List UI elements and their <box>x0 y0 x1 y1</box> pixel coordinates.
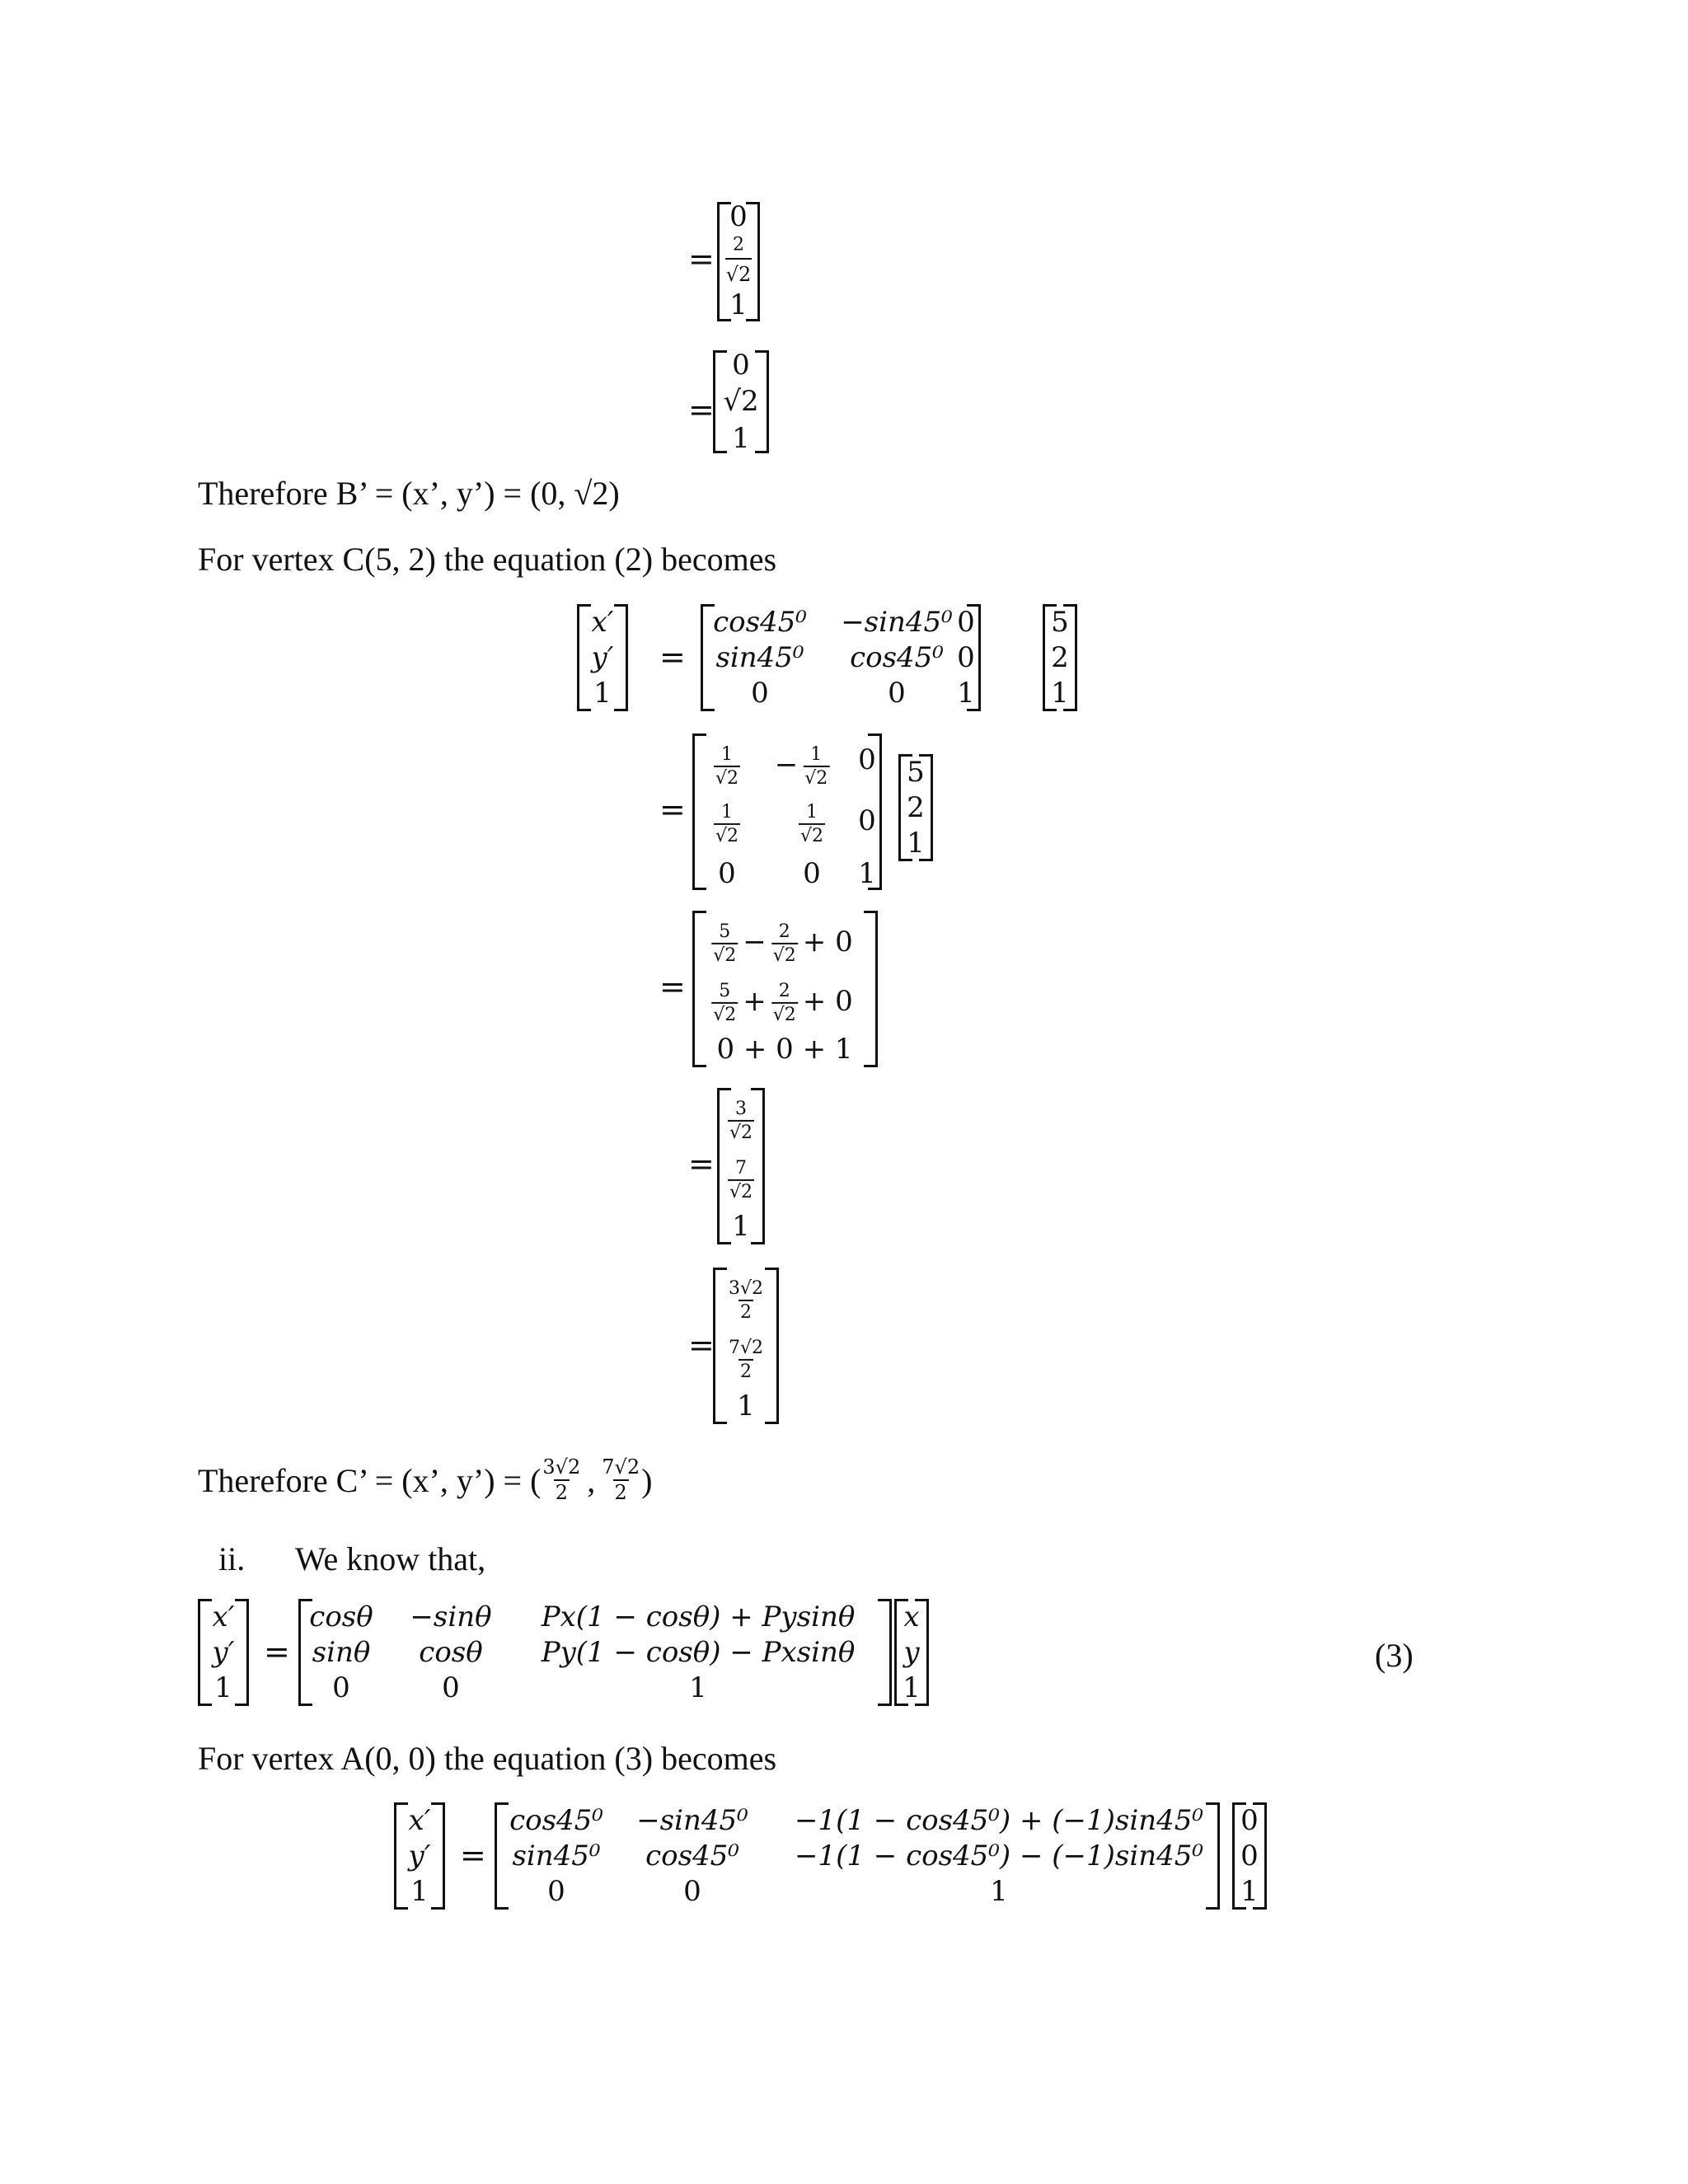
a-mat-cell: 0 <box>547 1875 565 1908</box>
a-mat-cell: sin45⁰ <box>512 1840 601 1872</box>
c-num-cell: $\frac{1}{√2}$ <box>715 801 739 846</box>
eq3-vec-cell: y <box>903 1636 920 1669</box>
a-lhs-cell: y′ <box>408 1840 431 1872</box>
eq3-lhs-cell: y′ <box>212 1636 235 1669</box>
eq3-cell: Py(1 − cosθ) − Pxsinθ <box>541 1636 856 1669</box>
c-point-vector <box>898 754 933 861</box>
c-rot-cell: 1 <box>957 677 975 710</box>
c-result-prefix: Therefore C’ = (x’, y’) = ( <box>198 1461 542 1499</box>
equals-sign: = <box>688 1146 715 1182</box>
c-num-cell: $\frac{1}{√2}$ <box>715 743 739 789</box>
b-vec2-cell: 0 <box>732 349 750 382</box>
c-num-cell: − $\frac{1}{√2}$ <box>774 743 828 789</box>
c-intro-line: For vertex C(5, 2) the equation (2) becomes <box>198 541 777 578</box>
a-transform-matrix <box>495 1802 1220 1910</box>
fraction-line <box>725 258 752 260</box>
c-num-cell: 0 <box>858 804 876 837</box>
c-result-x: $\frac{3√2}{2}$ <box>542 1455 581 1505</box>
c-rot-cell: cos45⁰ <box>850 641 944 674</box>
c-result-line <box>198 1457 652 1503</box>
c-final-vector <box>713 1268 779 1424</box>
equals-sign: = <box>264 1633 290 1670</box>
c-exp-cell: $\frac{5}{√2}$ + $\frac{2}{√2}$ + 0 <box>713 980 853 1025</box>
c-exp-cell: $\frac{5}{√2}$ − $\frac{2}{√2}$ + 0 <box>713 921 853 966</box>
c-simpl-cell: 1 <box>732 1210 750 1243</box>
c-rot-cell: 0 <box>888 677 906 710</box>
c-exp-cell: 0 + 0 + 1 <box>716 1033 853 1066</box>
c-final-cell: $\frac{3√2}{2}$ <box>728 1277 764 1323</box>
c-num-cell: 0 <box>803 857 821 890</box>
eq3-cell: cosθ <box>419 1636 483 1669</box>
c-num-cell: $\frac{1}{√2}$ <box>799 801 824 846</box>
b-vec2-cell: 1 <box>732 422 750 455</box>
a-vec-cell: 0 <box>1240 1840 1259 1872</box>
c-final-cell: 1 <box>737 1390 755 1422</box>
c-final-cell: $\frac{7√2}{2}$ <box>728 1337 764 1382</box>
a-mat-cell: −sin45⁰ <box>636 1804 748 1837</box>
c-lhs-cell: x′ <box>591 606 614 639</box>
b-vec2-cell: √2 <box>723 385 759 418</box>
b-vector-2 <box>713 350 769 453</box>
c-simpl-cell: $\frac{7}{√2}$ <box>729 1157 753 1202</box>
c-rot-cell: sin45⁰ <box>715 641 804 674</box>
c-vec-cell: 2 <box>1051 641 1069 674</box>
c-point-vector <box>1043 604 1077 711</box>
b-result-line: Therefore B’ = (x’, y’) = (0, √2) <box>198 475 620 512</box>
c-result-comma: , <box>587 1461 596 1499</box>
c-vec-cell: 5 <box>1051 606 1069 639</box>
we-know-line: We know that, <box>295 1540 486 1577</box>
c-result-y: $\frac{7√2}{2}$ <box>602 1455 640 1505</box>
c-num-cell: 0 <box>858 743 876 776</box>
a-mat-cell: 1 <box>990 1875 1008 1908</box>
c-vec-cell: 1 <box>907 827 925 860</box>
eq3-cell: −sinθ <box>410 1601 492 1633</box>
a-vec-cell: 0 <box>1240 1804 1259 1837</box>
equals-sign: = <box>460 1837 486 1873</box>
a-mat-cell: cos45⁰ <box>645 1840 739 1872</box>
b-vector-1 <box>717 202 760 321</box>
list-marker-ii: ii. <box>218 1540 246 1577</box>
c-simpl-cell: $\frac{3}{√2}$ <box>729 1098 753 1143</box>
eq3-cell: 0 <box>442 1671 460 1704</box>
c-expanded-vector <box>692 911 878 1067</box>
equals-sign: = <box>659 968 686 1005</box>
eq3-point-vector <box>894 1599 929 1706</box>
c-rot-cell: 0 <box>957 641 975 674</box>
b-vec1-cell: 0 <box>729 200 748 233</box>
b-vec1-cell: 2 <box>733 234 744 255</box>
eq3-cell: 1 <box>689 1671 707 1704</box>
c-rot-cell: cos45⁰ <box>713 606 807 639</box>
c-result-close: ) <box>641 1461 653 1499</box>
a-point-vector <box>1232 1802 1267 1910</box>
a-lhs-cell: 1 <box>410 1875 429 1908</box>
a-lhs-cell: x′ <box>408 1804 431 1837</box>
c-vec-cell: 5 <box>907 756 925 789</box>
c-rot-cell: 0 <box>957 606 975 639</box>
eq3-vec-cell: 1 <box>903 1671 921 1704</box>
a-lhs-vector <box>394 1802 445 1910</box>
c-num-cell: 1 <box>858 857 876 890</box>
eq3-cell: Px(1 − cosθ) + Pysinθ <box>541 1601 856 1633</box>
c-lhs-cell: y′ <box>591 641 614 674</box>
c-numeric-matrix <box>692 733 882 890</box>
eq3-cell: sinθ <box>312 1636 371 1669</box>
c-rotation-matrix <box>701 604 981 711</box>
equals-sign: = <box>688 241 715 277</box>
eq3-matrix <box>298 1599 892 1706</box>
a-mat-cell: −1(1 − cos45⁰) − (−1)sin45⁰ <box>794 1840 1204 1872</box>
c-num-cell: 0 <box>718 857 736 890</box>
eq3-lhs-cell: 1 <box>214 1671 232 1704</box>
eq3-vec-cell: x <box>903 1601 920 1633</box>
eq3-lhs-cell: x′ <box>212 1601 235 1633</box>
b-vec1-cell: √2 <box>725 263 752 286</box>
equals-sign: = <box>659 639 686 675</box>
c-rot-cell: 0 <box>751 677 769 710</box>
c-lhs-cell: 1 <box>593 677 612 710</box>
c-simplified-vector <box>717 1088 765 1244</box>
equation-number: (3) <box>1375 1637 1414 1674</box>
eq3-lhs-vector <box>198 1599 249 1706</box>
equals-sign: = <box>688 1327 715 1363</box>
a-mat-cell: −1(1 − cos45⁰) + (−1)sin45⁰ <box>794 1804 1204 1837</box>
b-vec1-cell: 1 <box>729 288 748 321</box>
c-vec-cell: 2 <box>907 791 925 824</box>
eq3-cell: 0 <box>332 1671 350 1704</box>
a-mat-cell: 0 <box>683 1875 701 1908</box>
c-lhs-vector <box>577 604 628 711</box>
a-mat-cell: cos45⁰ <box>509 1804 603 1837</box>
c-rot-cell: −sin45⁰ <box>841 606 953 639</box>
equals-sign: = <box>659 791 686 827</box>
equals-sign: = <box>688 391 715 428</box>
eq3-cell: cosθ <box>309 1601 373 1633</box>
a-vec-cell: 1 <box>1240 1875 1259 1908</box>
c-vec-cell: 1 <box>1051 677 1069 710</box>
a-intro-line: For vertex A(0, 0) the equation (3) becomes <box>198 1740 777 1777</box>
